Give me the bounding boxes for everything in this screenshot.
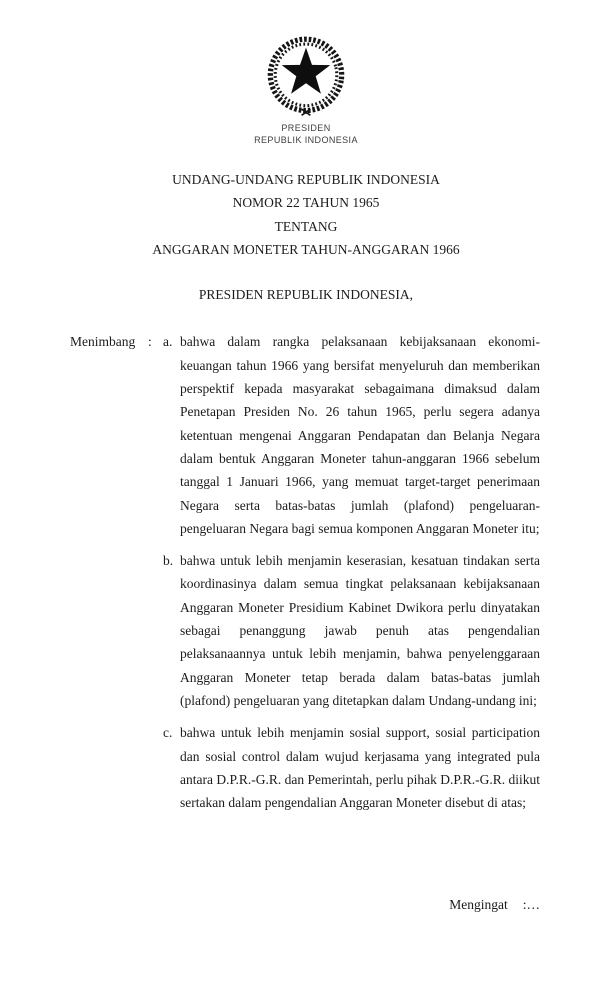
item-marker: a. xyxy=(163,334,173,350)
considerations-items xyxy=(163,330,540,814)
consideration-item-c xyxy=(163,721,540,814)
item-marker: c. xyxy=(163,725,173,741)
consideration-item-b xyxy=(163,549,540,712)
letterhead-republik-label: REPUBLIK INDONESIA xyxy=(254,135,358,145)
catchword-suffix: :… xyxy=(522,897,540,912)
title-law-number: NOMOR 22 TAHUN 1965 xyxy=(232,195,380,211)
title-tentang: TENTANG xyxy=(274,218,338,234)
catchword-mengingat xyxy=(70,893,540,916)
consideration-item-a xyxy=(163,330,540,540)
letterhead xyxy=(0,0,612,146)
considerations-label: Menimbang xyxy=(70,334,136,350)
item-marker: b. xyxy=(163,553,174,569)
item-text: bahwa untuk lebih menjamin keserasian, kesatuan tindakan serta koordinasinya dalam semua tingkat pelaksanaan kebijaksanaan Anggaran Moneter Presidium Kabinet Dwikora perlu dinyatakan sebagai penanggung jawab penuh atas pengendalian pelaksanaannya untuk lebih menjamin, bahwa penyelenggaraan Anggaran Moneter tetap berada dalam batas-batas jumlah (plafond) pengeluaran yang ditetapkan dalam Undang-undang ini; xyxy=(180,553,540,708)
salutation-line: PRESIDEN REPUBLIK INDONESIA, xyxy=(198,287,414,303)
document-title-block xyxy=(0,168,612,261)
title-law-name: UNDANG-UNDANG REPUBLIK INDONESIA xyxy=(172,172,440,187)
star-wreath-emblem-icon xyxy=(262,36,350,119)
title-subject: ANGGARAN MONETER TAHUN-ANGGARAN 1966 xyxy=(152,241,460,257)
letterhead-presiden-label: PRESIDEN xyxy=(281,123,331,133)
considerations-separator: : xyxy=(148,334,152,350)
item-text: bahwa dalam rangka pelaksanaan kebijaksanaan ekonomi- keuangan tahun 1966 yang bersifat menyeluruh dan memberikan perspektif kepada masyarakat sebagaimana dimaksud dalam Penetapan Presiden No. 26 tahun 1965, perlu segera adanya ketentuan mengenai Anggaran Pendapatan dan Belanja Negara dalam bentuk Anggaran Moneter tahun-anggaran 1966 sebelum tanggal 1 Januari 1966, yang memuat target-target penerimaan Negara serta batas-batas jumlah (plafond) pengeluaran-pengeluaran Negara bagi semua komponen Anggaran Moneter itu; xyxy=(180,334,540,536)
considerations-section xyxy=(70,330,540,814)
catchword-label: Mengingat xyxy=(449,897,508,912)
item-text: bahwa untuk lebih menjamin sosial support, sosial participation dan sosial control dalam wujud kerjasama yang integrated pula antara D.P.R.-G.R. dan Pemerintah, perlu pihak D.P.R.-G.R. diikut sertakan dalam pengendalian Anggaran Moneter disebut di atas; xyxy=(180,725,540,811)
